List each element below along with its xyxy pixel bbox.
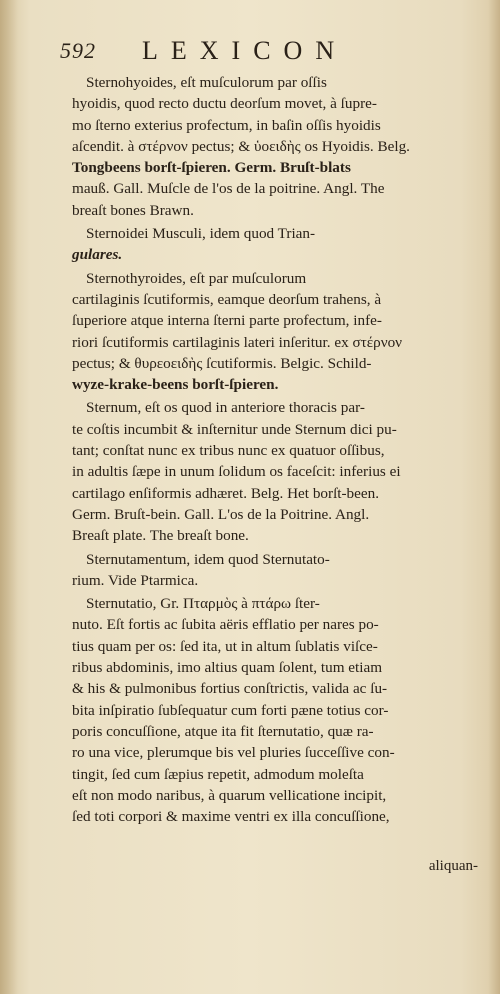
text-line: Tongbeens borſt-ſpieren. Germ. Bruſt-blats xyxy=(72,159,351,177)
dictionary-text xyxy=(72,72,482,827)
entry-sternohyoides xyxy=(72,72,482,221)
text-line: Sternoidei Musculi, idem quod Trian- xyxy=(86,225,316,243)
text-line: Germ. Bruſt-bein. Gall. L'os de la Poitrine. Angl. xyxy=(72,505,370,523)
edge-shadow xyxy=(488,0,500,994)
catchword: aliquan- xyxy=(428,858,478,874)
text-line: tant; conſtat nunc ex tribus nunc ex quatuor oſſibus, xyxy=(72,442,385,460)
text-line: cartilago enſiformis adhæret. Belg. Het borſt-been. xyxy=(72,484,380,502)
page-header xyxy=(60,36,480,70)
entry-sternoidei xyxy=(72,223,482,266)
text-line: Sternum, eſt os quod in anteriore thoracis par- xyxy=(86,399,365,417)
page-number: 592 xyxy=(60,38,96,63)
text-line: bita inſpiratio ſubſequatur cum forti pæne totius cor- xyxy=(72,701,389,719)
text-line: gulares. xyxy=(72,246,123,264)
gutter-shadow xyxy=(0,0,18,994)
text-line: Breaſt plate. The breaſt bone. xyxy=(72,527,249,545)
entry-sternutamentum xyxy=(72,549,482,592)
text-line: tius quam per os: ſed ita, ut in altum ſublatis viſce- xyxy=(72,637,378,655)
text-line: mo ſterno exterius profectum, in baſin oſſis hyoidis xyxy=(72,116,381,134)
text-line: & his & pulmonibus fortius conſtrictis, valida ac ſu- xyxy=(72,680,388,698)
text-line: rium. Vide Ptarmica. xyxy=(72,571,199,589)
text-line: wyze-krake-beens borſt-ſpieren. xyxy=(72,376,279,394)
running-head: LEXICON xyxy=(142,36,348,65)
text-line: tingit, ſed cum ſæpius repetit, admodum moleſta xyxy=(72,765,364,783)
entry-sternutatio xyxy=(72,593,482,827)
text-line: nuto. Eſt fortis ac ſubita aëris efflatio per nares po- xyxy=(72,616,379,634)
text-line: riori ſcutiformis cartilaginis lateri inſeritur. ex στέρνον xyxy=(72,333,403,351)
text-line: in adultis ſæpe in unum ſolidum os faceſcit: inferius ei xyxy=(72,463,401,481)
text-line: Sternutatio, Gr. Πταρμὸς à πτάρω ſter- xyxy=(86,595,320,613)
text-line: ribus abdominis, imo altius quam ſolent, tum etiam xyxy=(72,659,383,677)
text-line: aſcendit. à στέρνον pectus; & ὑοειδὴς os Hyoidis. Belg. xyxy=(72,137,410,155)
text-line: poris concuſſione, atque ita fit ſternutatio, quæ ra- xyxy=(72,722,374,740)
text-line: eſt non modo naribus, à quarum vellicatione incipit, xyxy=(72,786,387,804)
text-line: pectus; & θυρεοειδὴς ſcutiformis. Belgic. Schild- xyxy=(72,354,372,372)
text-line: te coſtis incumbit & inſternitur unde Sternum dici pu- xyxy=(72,420,397,438)
text-line: hyoidis, quod recto ductu deorſum movet, à ſupre- xyxy=(72,95,377,113)
text-line: Sternothyroides, eſt par muſculorum xyxy=(86,269,307,287)
text-line: cartilaginis ſcutiformis, eamque deorſum trahens, à xyxy=(72,290,382,308)
text-line: ſed toti corpori & maxime ventri ex illa concuſſione, xyxy=(72,808,390,826)
text-line: ro una vice, plerumque bis vel pluries ſucceſſive con- xyxy=(72,744,395,762)
text-line: Sternohyoides, eſt muſculorum par oſſis xyxy=(86,74,327,91)
text-line: mauß. Gall. Muſcle de l'os de la poitrine. Angl. The xyxy=(72,180,385,198)
entry-sternothyroides xyxy=(72,268,482,396)
text-line: Sternutamentum, idem quod Sternutato- xyxy=(86,550,330,568)
text-line: breaſt bones Brawn. xyxy=(72,201,194,219)
entry-sternum xyxy=(72,397,482,546)
text-line: ſuperiore atque interna ſterni parte profectum, infe- xyxy=(72,312,382,330)
